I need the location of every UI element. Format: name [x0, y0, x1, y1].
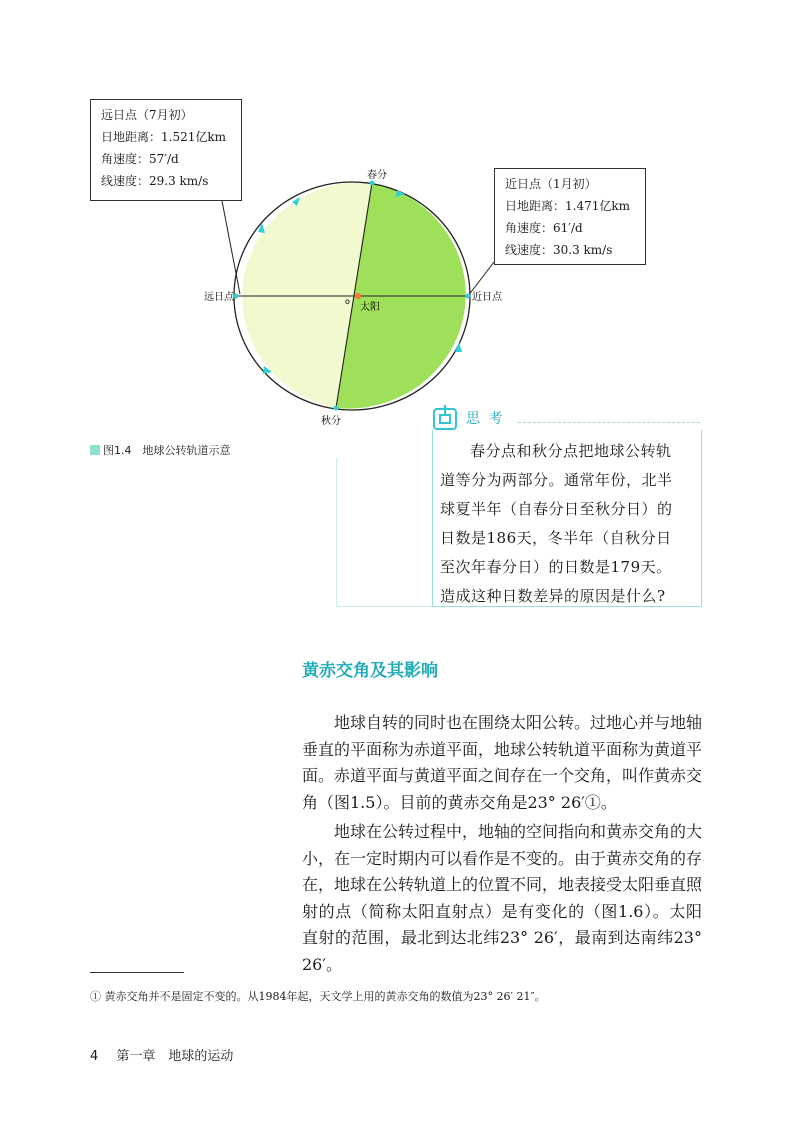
spring-equinox-point [370, 181, 375, 186]
autumn-equinox-label: 秋分 [321, 416, 341, 427]
section-title: 黄赤交角及其影响 [302, 661, 438, 681]
orbit-direction-arrow-icon [258, 223, 265, 233]
perihelion-label: 近日点 [472, 292, 502, 303]
perihelion-point [466, 294, 471, 299]
center-label: o [345, 297, 350, 306]
aphelion-point [234, 294, 239, 299]
chapter-title: 第一章 地球的运动 [116, 1049, 234, 1064]
perihelion-angular-speed: 角速度：61′/d [505, 221, 583, 235]
aphelion-linear-speed: 线速度：29.3 km/s [101, 174, 209, 188]
paragraph-2: 地球在公转过程中，地轴的空间指向和黄赤交角的大小，在一定时期内可以看作是不变的。由于黄赤交角的存在，地球在公转轨道上的位置不同，地表接受太阳垂直照射的点（简称太阳直射点）是有变化的（图1.6）。太阳直射的范围，最北到达北纬23° 26′，最南到达南纬23° 26′。 [302, 822, 703, 974]
footnote: ① 黄赤交角并不是固定不变的。从1984年起，天文学上用的黄赤交角的数值为23° 26′ 21″。 [90, 990, 546, 1003]
aphelion-title: 远日点（7月初） [101, 108, 193, 122]
orbit-direction-arrow-icon [455, 342, 462, 352]
aphelion-leader-line [222, 201, 240, 294]
think-line: 造成这种日数差异的原因是什么? [440, 587, 666, 605]
sun-marker [355, 293, 361, 299]
think-line: 日数是186天，冬半年（自秋分日 [440, 529, 672, 547]
think-line: 球夏半年（自春分日至秋分日）的 [440, 500, 673, 518]
figure-caption: 图1.4 地球公转轨道示意 [90, 442, 231, 458]
page-number: 4 [90, 1049, 99, 1064]
think-text [440, 437, 700, 611]
think-line: 春分点和秋分点把地球公转轨 [470, 442, 672, 460]
autumn-equinox-point [334, 406, 339, 411]
aphelion-label: 远日点 [204, 292, 234, 303]
think-line: 道等分为两部分。通常年份，北半 [440, 471, 673, 489]
think-line: 至次年春分日）的日数是179天。 [440, 558, 672, 576]
page-footer [90, 1045, 233, 1064]
think-header [430, 405, 700, 433]
caption-square-icon [90, 445, 100, 455]
sun-label: 太阳 [360, 302, 380, 313]
footnote-rule [90, 972, 184, 973]
perihelion-linear-speed: 线速度：30.3 km/s [505, 243, 613, 257]
perihelion-leader-line [468, 262, 494, 296]
think-box-left-rule [336, 458, 337, 606]
perihelion-title: 近日点（1月初） [505, 177, 597, 191]
orbit-diagram [0, 0, 800, 440]
aphelion-angular-speed: 角速度：57′/d [101, 152, 179, 166]
paragraph-1: 地球自转的同时也在围绕太阳公转。过地心并与地轴垂直的平面称为赤道平面，地球公转轨道平面称为黄道平面。赤道平面与黄道平面之间存在一个交角，叫作黄赤交角（图1.5）。目前的黄赤交角是23° 26′①。 [302, 713, 703, 812]
think-icon [430, 405, 460, 433]
body-text [302, 710, 702, 978]
think-box-bottom-rule [336, 606, 432, 607]
spring-equinox-label: 春分 [367, 170, 387, 181]
aphelion-distance: 日地距离：1.521亿km [101, 130, 227, 144]
think-title: 思 考 [466, 411, 505, 427]
perihelion-distance: 日地距离：1.471亿km [505, 199, 631, 213]
think-header-rule [518, 422, 700, 423]
